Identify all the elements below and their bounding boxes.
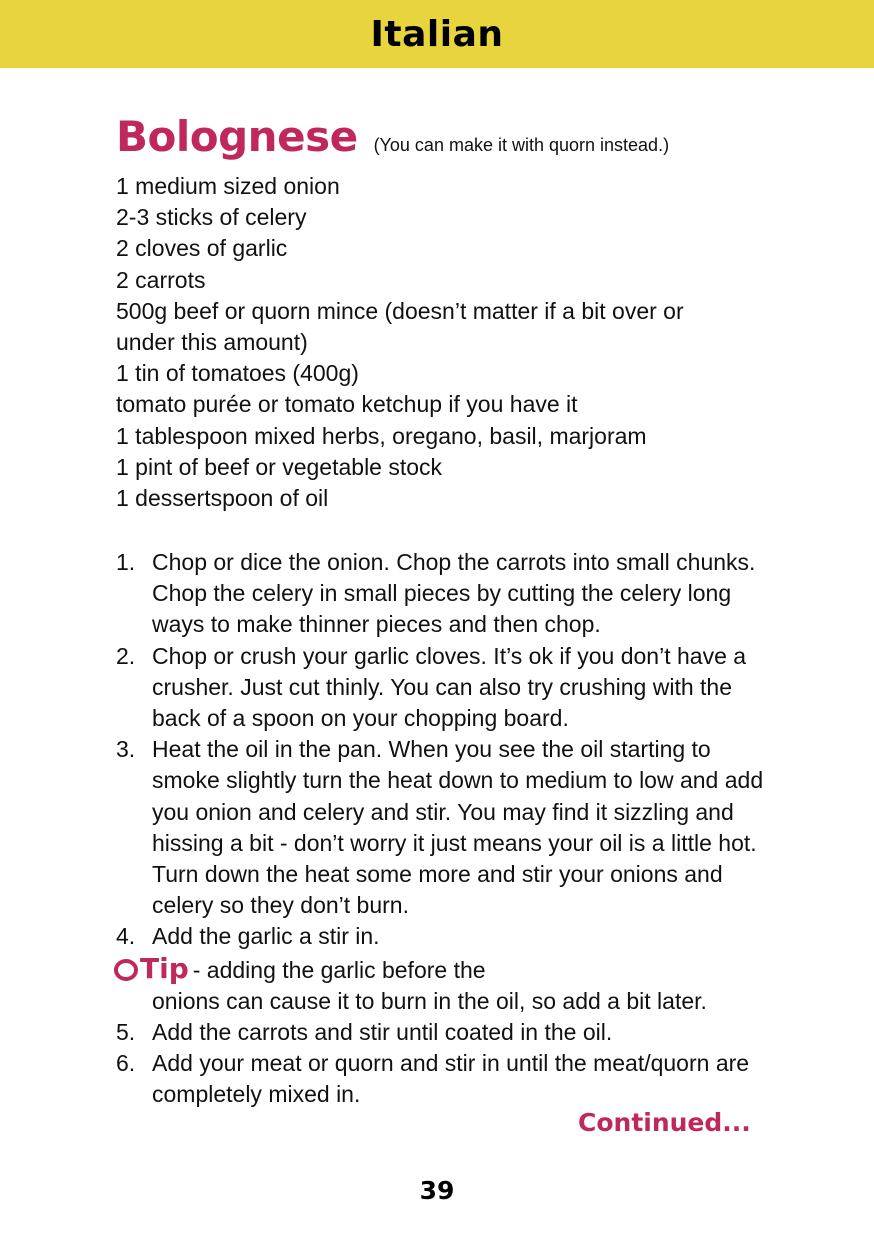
ingredient-item: under this amount) <box>116 329 308 356</box>
tip-label: Tip <box>140 951 189 985</box>
recipe-title: Bolognese <box>116 112 358 161</box>
ingredient-item: 1 medium sized onion <box>116 173 340 199</box>
step-text: Chop or dice the onion. Chop the carrots into small chunks. Chop the celery in small pieces by cutting the celery long ways to make thinner pieces and then chop. <box>152 549 756 638</box>
page-number: 39 <box>419 1176 455 1205</box>
ingredient-item: 2 cloves of garlic <box>116 235 288 262</box>
ingredient-item: 2 carrots <box>116 266 206 293</box>
tip-text-line1: - adding the garlic before the <box>192 956 486 983</box>
recipe-title-row <box>116 112 669 161</box>
step-item <box>116 547 766 641</box>
ingredient-item: 1 tablespoon mixed herbs, oregano, basil, marjoram <box>116 422 647 449</box>
ingredient-item: 500g beef or quorn mince (doesn’t matter if a bit over or <box>116 297 684 324</box>
step-text: Add the carrots and stir until coated in the oil. <box>152 1019 613 1046</box>
step-item <box>116 921 766 952</box>
step-number: 3. <box>116 736 136 763</box>
ingredient-item: 1 dessertspoon of oil <box>116 485 329 512</box>
step-text: Chop or crush your garlic cloves. It’s ok if you don’t have a crusher. Just cut thinly. You can also try crushing with the back of a spoon on your chopping board. <box>152 642 747 732</box>
step-number: 6. <box>116 1050 136 1077</box>
page-title: Italian <box>370 13 504 55</box>
step-item <box>116 641 766 735</box>
step-item <box>116 1048 766 1110</box>
recipe-note: (You can make it with quorn instead.) <box>373 135 670 155</box>
continued-label: Continued... <box>578 1108 751 1137</box>
tip-callout <box>116 953 766 1017</box>
step-text: Heat the oil in the pan. When you see the oil starting to smoke slightly turn the heat down to medium to low and add you onion and celery and stir. You may find it sizzling and hissing a bit - don’t worry it just means your oil is a little hot. Turn down the heat some more and stir your onions and celery so they don’t burn. <box>152 736 764 919</box>
step-number: 5. <box>116 1019 136 1046</box>
step-item <box>116 1017 766 1048</box>
tip-text-line2: onions can cause it to burn in the oil, so add a bit later. <box>152 987 707 1014</box>
method-steps <box>116 547 766 1111</box>
ingredient-item: 2-3 sticks of celery <box>116 204 307 231</box>
step-number: 2. <box>116 642 136 669</box>
ingredients-list <box>116 171 756 514</box>
step-number: 1. <box>116 549 136 575</box>
step-item <box>116 734 766 921</box>
step-text: Add your meat or quorn and stir in until the meat/quorn are completely mixed in. <box>152 1050 750 1108</box>
step-number: 4. <box>116 923 136 950</box>
ingredient-item: tomato purée or tomato ketchup if you have it <box>116 391 578 418</box>
ingredient-item: 1 pint of beef or vegetable stock <box>116 453 443 480</box>
step-text: Add the garlic a stir in. <box>152 923 380 950</box>
ingredient-item: 1 tin of tomatoes (400g) <box>116 360 359 387</box>
header-bar <box>0 0 874 68</box>
tip-circle-icon <box>114 959 138 981</box>
